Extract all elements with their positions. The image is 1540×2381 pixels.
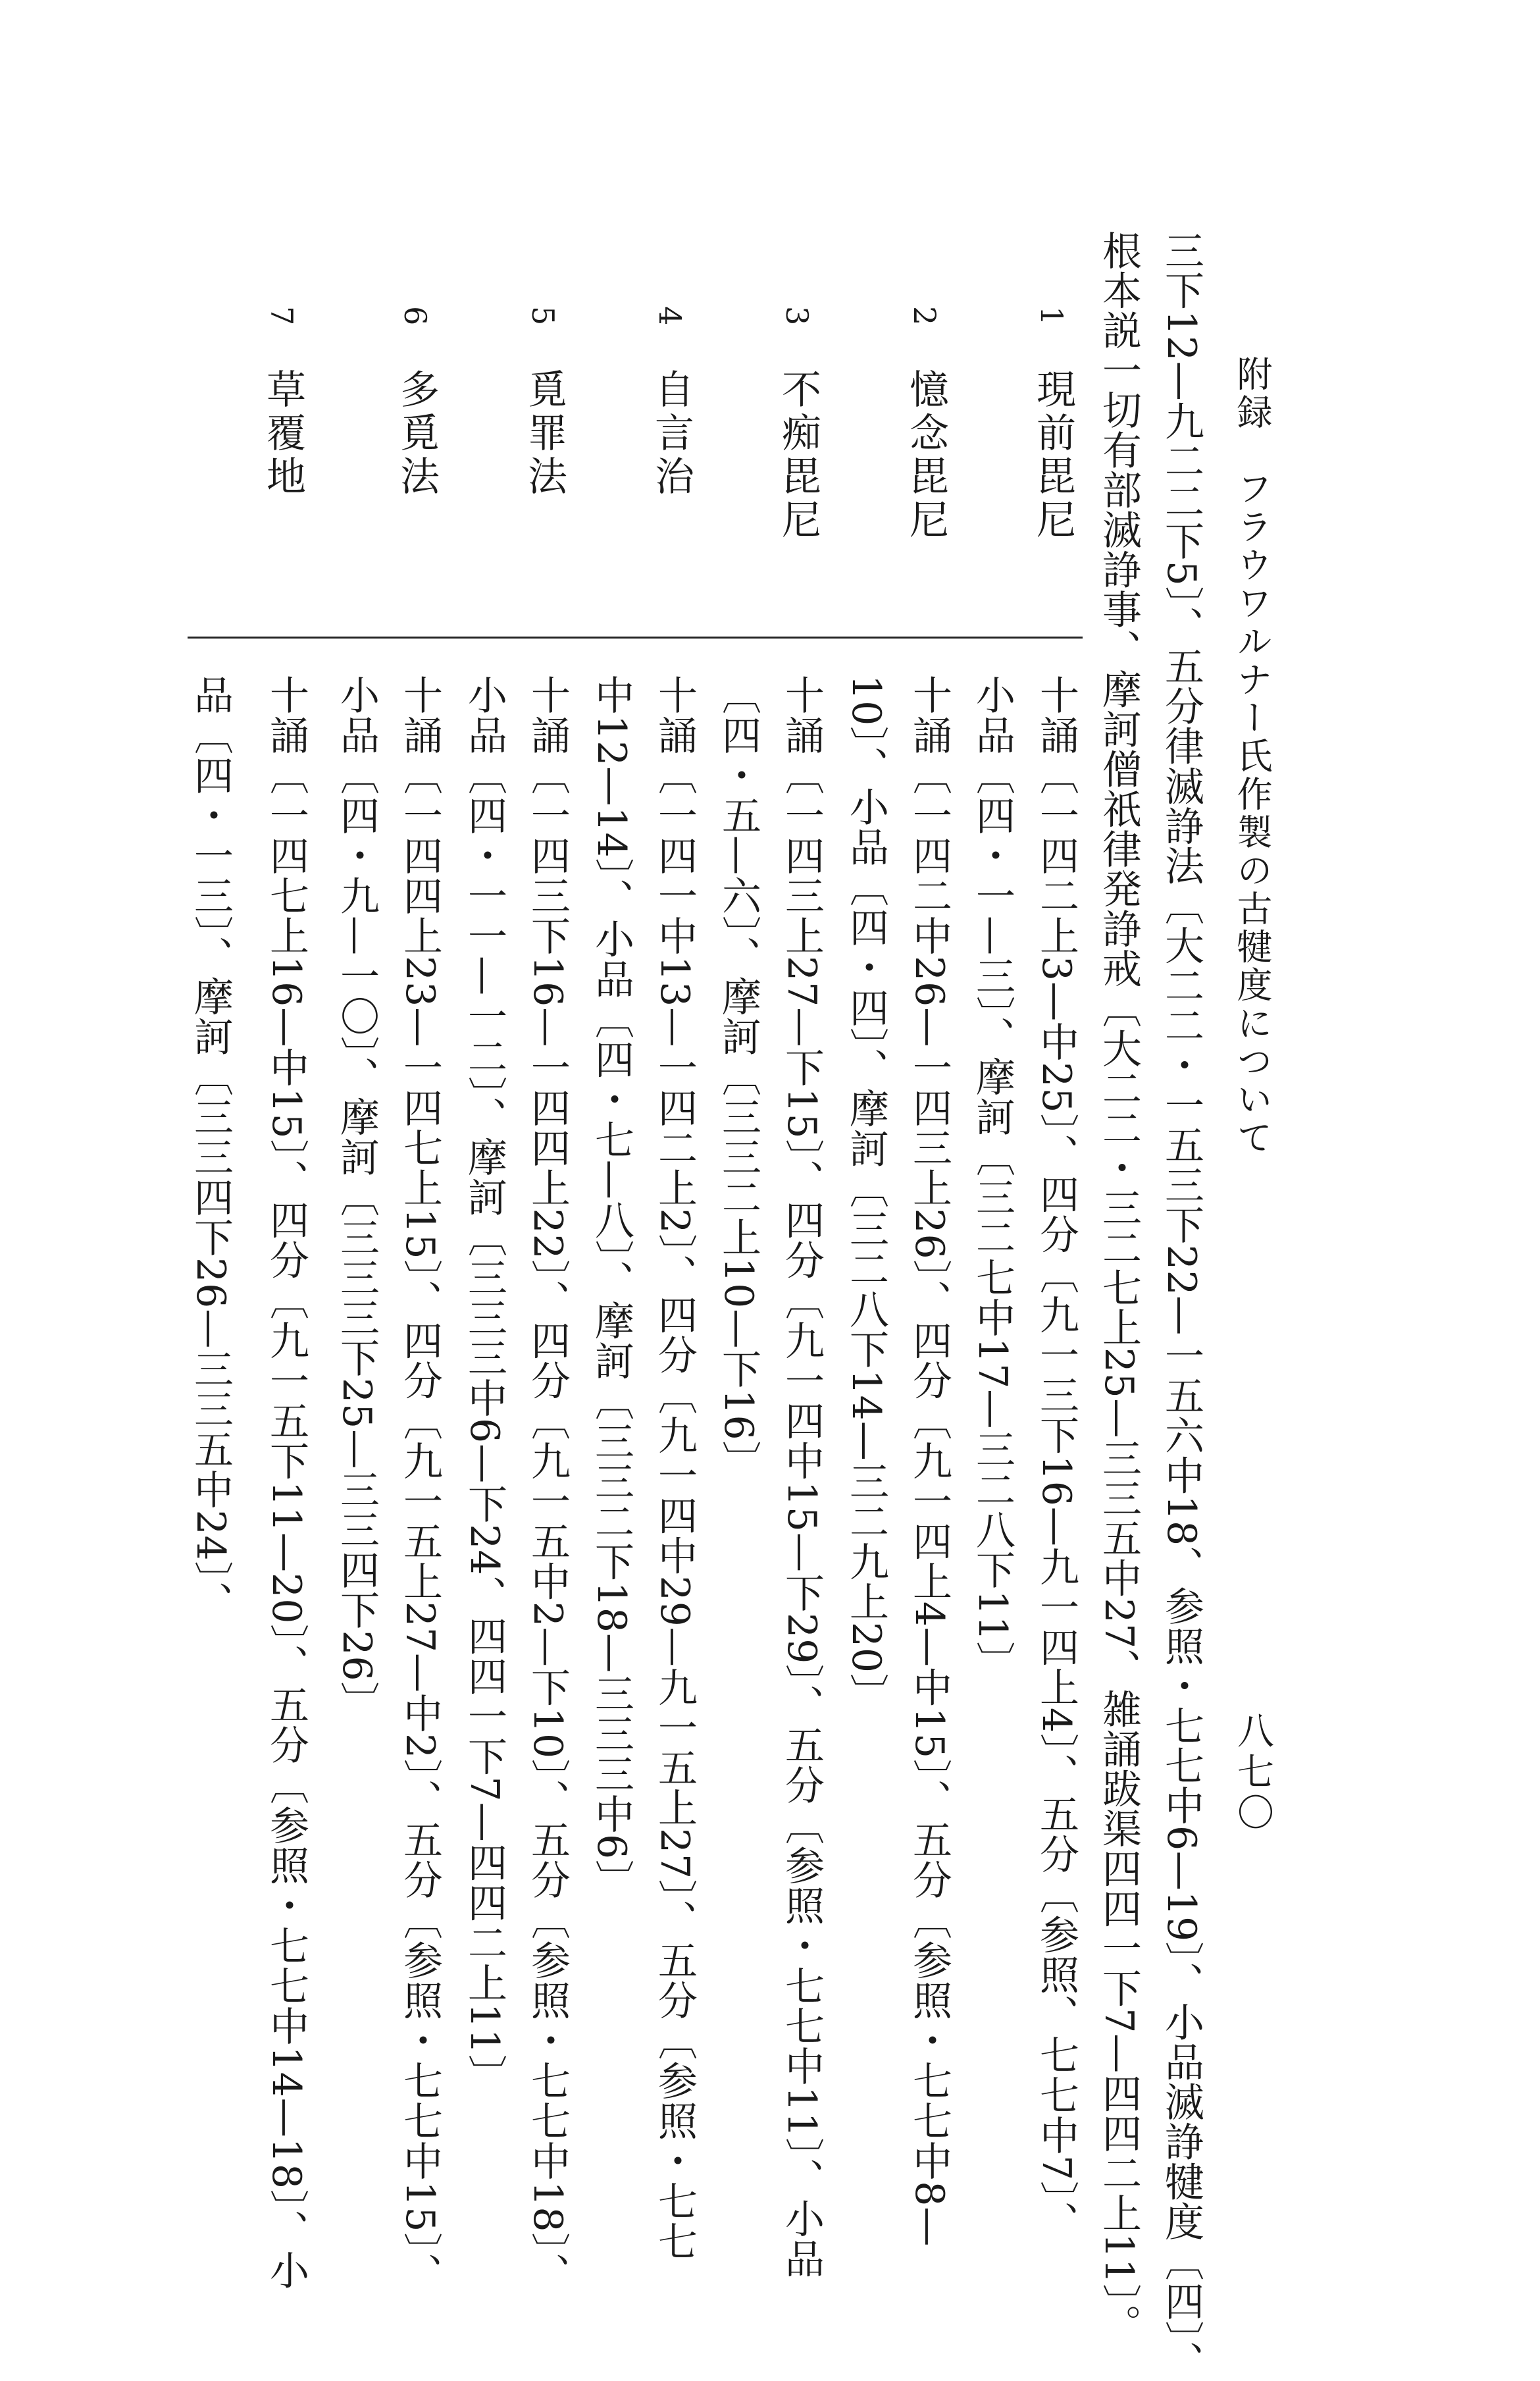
ref-line: 十誦〔一四三下16—一四四上22〕、四分〔九一五中2—下10〕、五分〔参照・七七中18〕、: [525, 675, 571, 2293]
ref-line: 十誦〔一四七上16—中15〕、四分〔九一五下11—20〕、五分〔参照・七七中14—18〕、小: [263, 675, 309, 2291]
ref-line: 十誦〔一四三上27—下15〕、四分〔九一四中15—下29〕、五分〔参照・七七中11〕、小品: [779, 675, 825, 2279]
item-name: 憶念毘尼: [903, 369, 949, 542]
intro-line: 三下12—九二二下5〕、五分律滅諍法〔大二二・一五三下22—一五六中18、参照・七七中6—19〕、小品滅諍犍度〔四〕、: [1158, 230, 1204, 2381]
item-name: 草覆地: [260, 369, 306, 499]
ref-line: 10〕、小品〔四・四〕、摩訶〔三二八下14—三二九上20〕: [843, 675, 889, 1714]
item-number: 3: [779, 306, 815, 326]
item-name: 不痴毘尼: [775, 369, 821, 542]
ref-line: 小品〔四・一一—一二〕、摩訶〔三三三中6—下24、四四一下7—四四二上11〕: [461, 675, 507, 2095]
item-number: 5: [525, 306, 561, 326]
section-divider: [188, 637, 1083, 639]
ref-line: 〔四・五—六〕、摩訶〔三三二上10—下16〕: [715, 675, 761, 1481]
ref-line: 小品〔四・一—三〕、摩訶〔三二七中17—三二八下11〕: [969, 675, 1015, 1682]
running-header-title: 附録 フラウワルナー氏作製の古犍度について: [1231, 355, 1273, 1157]
item-name: 現前毘尼: [1030, 369, 1076, 542]
item-name: 自言治: [648, 369, 694, 499]
item-number: 4: [652, 306, 688, 326]
ref-line: 十誦〔一四二上3—中25〕、四分〔九一三下16—九一四上4〕、五分〔参照、七七中7〕、: [1033, 675, 1079, 2242]
item-name: 覓罪法: [521, 369, 567, 499]
ref-line: 十誦〔一四二中26—一四三上26〕、四分〔九一四上4—中15〕、五分〔参照・七七中8—: [906, 675, 952, 2247]
ref-line: 十誦〔一四四上23—一四七上15〕、四分〔九一五上27—中2〕、五分〔参照・七七中15〕、: [397, 675, 443, 2293]
item-name: 多覓法: [394, 369, 440, 499]
ref-line: 十誦〔一四一中13—一四二上2〕、四分〔九一四中29—九一五上27〕、五分〔参照・七七: [652, 675, 698, 2262]
item-number: 2: [907, 306, 942, 326]
item-number: 6: [398, 306, 433, 326]
item-number: 7: [264, 306, 299, 326]
ref-line: 中12—14〕、小品〔四・七—八〕、摩訶〔三三二下18—三三三中6〕: [588, 675, 634, 1900]
item-number: 1: [1034, 306, 1069, 326]
intro-line: 根本説一切有部滅諍事、摩訶僧祇律発諍戒〔大二二・三二七上25—三三五中27、雑誦跋渠四四一下7—四四二上11〕。: [1096, 230, 1142, 2344]
page-number: 八七〇: [1231, 1712, 1274, 1834]
ref-line: 小品〔四・九—一〇〕、摩訶〔三三三下25—三三四下26〕: [334, 675, 380, 1722]
ref-line: 品〔四・一三〕、摩訶〔三三四下26—三三五中24〕、: [188, 675, 234, 1622]
